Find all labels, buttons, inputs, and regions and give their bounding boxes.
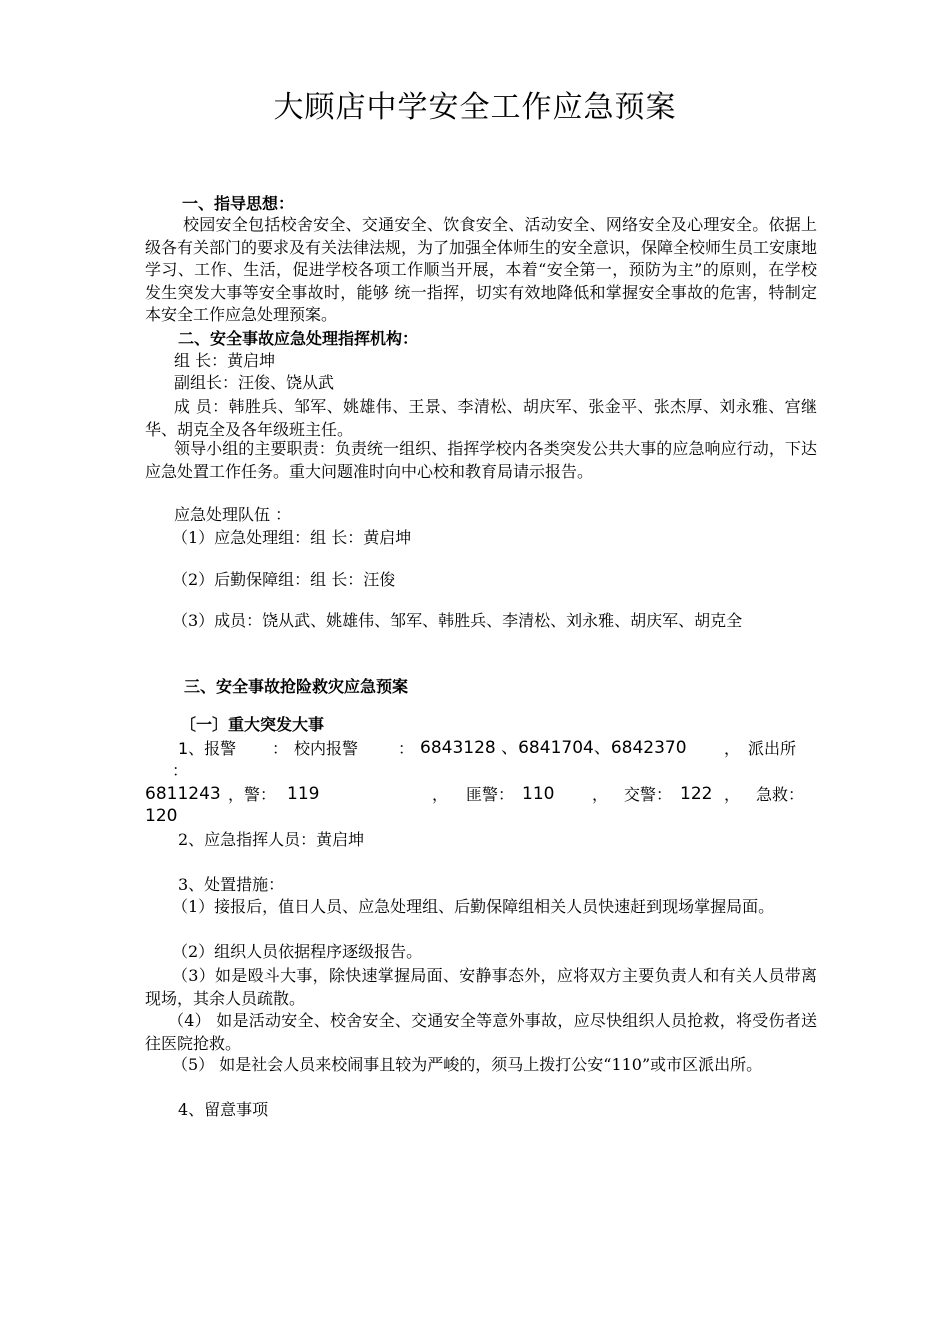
fire-alarm-label: ，警： [228, 785, 277, 804]
measure-4: （4） 如是活动安全、校舍安全、交通安全等意外事故，应尽快组织人员抢救，将受伤者送往医院抢救。 [145, 1011, 817, 1053]
section3-heading: 三、安全事故抢险救灾应急预案 [184, 677, 409, 696]
group-deputy: 副组长：汪俊、饶从武 [174, 373, 335, 392]
group-duties: 领导小组的主要职责：负责统一组织、指挥学校内各类突发公共大事的应急响应行动，下达应急处置工作任务。重大问题准时向中心校和教育局请示报告。 [145, 439, 817, 481]
section2-heading: 二、安全事故应急处理指挥机构： [178, 329, 419, 348]
team-members: （3）成员：饶从武、姚雄伟、邹军、韩胜兵、李清松、刘永雅、胡庆军、胡克全 [172, 611, 743, 630]
emergency-commander: 2、应急指挥人员：黄启坤 [178, 830, 365, 849]
alarm-separator: ， [724, 785, 741, 804]
campus-alarm-numbers: 6843128 、6841704、6842370 [420, 738, 687, 758]
alarm-colon: ： [272, 739, 289, 758]
group-members: 成 员：韩胜兵、邹军、姚雄伟、王景、李清松、胡庆军、张金平、张杰厚、刘永雅、宫继华、胡克全及各年级班主任。 [145, 397, 817, 439]
team-heading: 应急处理队伍 ： [174, 505, 292, 524]
team-emergency: （1）应急处理组：组 长：黄启坤 [172, 528, 412, 547]
campus-alarm-colon: ： [398, 739, 415, 758]
police-station-label: 派出所 [748, 739, 797, 758]
police-station-colon: ： [172, 761, 189, 780]
team-logistics: （2）后勤保障组：组 长：汪俊 [172, 570, 396, 589]
emergency-alarm-number: 120 [145, 806, 178, 826]
group-leader: 组 长：黄启坤 [174, 351, 276, 370]
sub1-heading: 〔一〕重大突发大事 [180, 715, 325, 734]
notes-heading: 4、留意事项 [178, 1100, 269, 1119]
measure-2: （2）组织人员依据程序逐级报告。 [172, 942, 423, 961]
document-title: 大顾店中学安全工作应急预案 [273, 90, 677, 125]
measures-heading: 3、处置措施： [178, 875, 285, 894]
traffic-alarm-label: 交警： [624, 785, 673, 804]
alarm-separator: ， [724, 739, 741, 758]
measure-3: （3）如是殴斗大事，除快速掌握局面、安静事态外，应将双方主要负责人和有关人员带离现场，其余人员疏散。 [145, 966, 817, 1008]
bandit-alarm-number: 110 [522, 784, 555, 804]
alarm-separator: ， [592, 785, 609, 804]
traffic-alarm-number: 122 [680, 784, 713, 804]
section1-body: 校园安全包括校舍安全、交通安全、饮食安全、活动安全、网络安全及心理安全。依据上级各有关部门的要求及有关法律法规，为了加强全体师生的安全意识，保障全校师生员工安康地学习、工作、生活，促进学校各项工作顺当开展，本着“安全第一，预防为主”的原则，在学校发生突发大事等安全事故时，能够 统一指挥，切实有效地降低和掌握安全事故的危害，特制定本安全工作应急处理预案。 [145, 215, 818, 324]
alarm-separator: ， [432, 785, 449, 804]
police-station-number: 6811243 [145, 784, 221, 804]
section1-heading: 一、指导思想： [182, 194, 295, 213]
measure-1: （1）接报后，值日人员、应急处理组、后勤保障组相关人员快速赶到现场掌握局面。 [172, 897, 775, 916]
measure-5: （5） 如是社会人员来校闹事且较为严峻的，须马上拨打公安“110”或市区派出所。 [172, 1055, 763, 1074]
campus-alarm-label: 校内报警 [294, 739, 359, 758]
emergency-alarm-label: 急救： [756, 785, 805, 804]
fire-alarm-number: 119 [287, 784, 320, 804]
alarm-label: 1、报警 [178, 739, 237, 758]
bandit-alarm-label: 匪警： [466, 785, 515, 804]
